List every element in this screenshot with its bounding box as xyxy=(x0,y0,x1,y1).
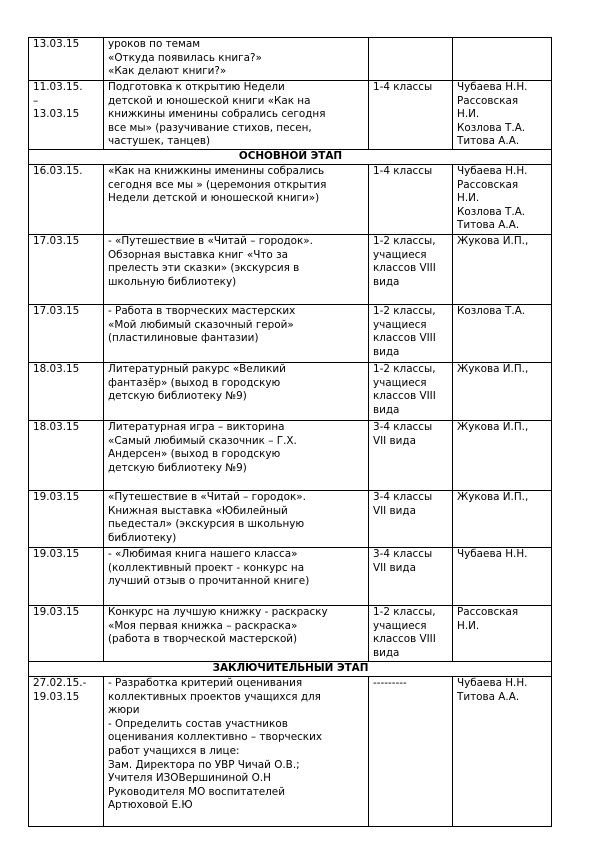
activity-cell-line: Конкурс на лучшую книжку - раскраску xyxy=(108,606,328,618)
participants-cell-line: вида xyxy=(373,275,400,288)
activity-cell xyxy=(104,421,369,491)
activity-cell xyxy=(104,363,369,421)
responsible-cell xyxy=(453,235,552,305)
participants-cell-line: 1-2 классы, xyxy=(373,363,436,375)
date-cell-line: – xyxy=(33,94,39,107)
date-cell xyxy=(29,235,104,305)
activity-cell-line: уроков по темам xyxy=(108,38,201,50)
responsible-cell-line: Жукова И.П., xyxy=(457,421,529,433)
participants-cell xyxy=(369,677,453,827)
date-cell-line: 13.03.15 xyxy=(33,108,80,121)
participants-cell-line: классов VIII xyxy=(373,390,436,403)
responsible-cell xyxy=(453,38,552,81)
stage-title: ОСНОВНОЙ ЭТАП xyxy=(29,150,552,165)
responsible-cell-line: Рассовская xyxy=(457,94,519,107)
responsible-cell-line: Чубаева Н.Н. xyxy=(457,81,528,93)
activity-cell-line: Книжная выставка «Юбилейный xyxy=(108,504,288,517)
table-row xyxy=(29,38,552,81)
responsible-cell-line: Жукова И.П., xyxy=(457,363,529,375)
activity-cell-line: пьедестал» (экскурсия в школьную xyxy=(108,518,305,531)
date-cell xyxy=(29,363,104,421)
activity-cell-line: «Откуда появилась книга?» xyxy=(108,51,262,64)
activity-cell xyxy=(104,38,369,81)
activity-cell-line: «Как делают книги?» xyxy=(108,65,227,78)
responsible-cell-line: Титова А.А. xyxy=(457,690,520,703)
date-cell-line: 16.03.15. xyxy=(33,165,83,177)
activity-cell-line: (коллективный проект - конкурс на xyxy=(108,561,305,574)
activity-cell-line: Подготовка к открытию Недели xyxy=(108,81,285,93)
activity-cell-line: школьную библиотеку) xyxy=(108,275,237,288)
activity-cell-line: детской и юношеской книги «Как на xyxy=(108,94,311,107)
table-row xyxy=(29,81,552,150)
participants-cell xyxy=(369,305,453,363)
stage-title: ЗАКЛЮЧИТЕЛЬНЫЙ ЭТАП xyxy=(29,662,552,677)
activity-cell-line: книжкины именины собрались сегодня xyxy=(108,108,326,121)
date-cell xyxy=(29,81,104,150)
activity-cell xyxy=(104,305,369,363)
participants-cell xyxy=(369,235,453,305)
responsible-cell xyxy=(453,491,552,548)
participants-cell-line: 3-4 классы xyxy=(373,421,433,433)
activity-cell-line: Учителя ИЗОВершининой О.Н xyxy=(108,772,271,785)
activity-cell-line: - Определить состав участников xyxy=(108,717,288,730)
responsible-cell-line: Н.И. xyxy=(457,192,480,205)
date-cell xyxy=(29,421,104,491)
activity-cell-line: частушек, танцев) xyxy=(108,135,211,148)
table-row xyxy=(29,548,552,606)
responsible-cell xyxy=(453,606,552,662)
activity-cell-line: - Работа в творческих мастерских xyxy=(108,305,296,317)
activity-cell-line: - Разработка критерий оценивания xyxy=(108,677,303,689)
activity-cell-line: прелесть эти сказки» (экскурсия в xyxy=(108,262,300,275)
date-cell-line: 19.03.15 xyxy=(33,548,80,560)
responsible-cell xyxy=(453,677,552,827)
responsible-cell-line: Чубаева Н.Н. xyxy=(457,548,528,560)
date-cell-line: 18.03.15 xyxy=(33,363,80,375)
participants-cell-line: VII вида xyxy=(373,434,416,447)
responsible-cell-line: Н.И. xyxy=(457,108,480,121)
participants-cell-line: VII вида xyxy=(373,504,416,517)
participants-cell xyxy=(369,491,453,548)
responsible-cell xyxy=(453,165,552,235)
responsible-cell-line: Жукова И.П., xyxy=(457,491,529,503)
participants-cell-line: 3-4 классы xyxy=(373,548,433,560)
activity-cell-line: (пластилиновые фантазии) xyxy=(108,332,259,345)
stage-header-row xyxy=(29,662,552,677)
activity-cell-line: библиотеку) xyxy=(108,531,177,544)
date-cell-line: 19.03.15 xyxy=(33,491,80,503)
participants-cell-line: вида xyxy=(373,403,400,416)
responsible-cell-line: Жукова И.П., xyxy=(457,235,529,247)
date-cell xyxy=(29,548,104,606)
participants-cell-line: VII вида xyxy=(373,561,416,574)
table-row xyxy=(29,421,552,491)
activity-cell-line: фантазёр» (выход в городскую xyxy=(108,376,281,389)
participants-cell-line: классов VIII xyxy=(373,633,436,646)
participants-cell-line: учащиеся xyxy=(373,318,427,331)
participants-cell xyxy=(369,165,453,235)
date-cell xyxy=(29,677,104,827)
responsible-cell-line: Чубаева Н.Н. xyxy=(457,165,528,177)
participants-cell-line: вида xyxy=(373,646,400,659)
table-row xyxy=(29,677,552,827)
events-plan-table xyxy=(28,37,552,827)
activity-cell-line: - «Путешествие в «Читай – городок». xyxy=(108,235,313,247)
activity-cell-line: - «Любимая книга нашего класса» xyxy=(108,548,298,560)
activity-cell-line: «Путешествие в «Читай – городок». xyxy=(108,491,306,503)
activity-cell-line: все мы» (разучивание стихов, песен, xyxy=(108,121,312,134)
activity-cell-line: «Мой любимый сказочный герой» xyxy=(108,318,294,331)
table-row xyxy=(29,606,552,662)
participants-cell-line: классов VIII xyxy=(373,262,436,275)
date-cell xyxy=(29,606,104,662)
date-cell xyxy=(29,491,104,548)
date-cell xyxy=(29,38,104,81)
responsible-cell-line: Чубаева Н.Н. xyxy=(457,677,528,689)
participants-cell xyxy=(369,363,453,421)
activity-cell-line: Андерсен» (выход в городскую xyxy=(108,448,281,461)
activity-cell-line: лучший отзыв о прочитанной книге) xyxy=(108,575,310,588)
responsible-cell xyxy=(453,548,552,606)
date-cell-line: 19.03.15 xyxy=(33,606,80,618)
participants-cell-line: 1-2 классы, xyxy=(373,235,436,247)
activity-cell xyxy=(104,235,369,305)
participants-cell-line: 1-2 классы, xyxy=(373,606,436,618)
table-body xyxy=(29,38,552,827)
activity-cell-line: «Самый любимый сказочник – Г.Х. xyxy=(108,434,297,447)
participants-cell-line: учащиеся xyxy=(373,376,427,389)
activity-cell-line: коллективных проектов учащихся для xyxy=(108,690,321,703)
date-cell-line: 11.03.15. xyxy=(33,81,83,93)
responsible-cell xyxy=(453,421,552,491)
responsible-cell xyxy=(453,81,552,150)
date-cell xyxy=(29,165,104,235)
stage-header-row xyxy=(29,150,552,165)
responsible-cell-line: Рассовская xyxy=(457,178,519,191)
activity-cell-line: Обзорная выставка книг «Что за xyxy=(108,248,288,261)
activity-cell-line: Руководителя МО воспитателей xyxy=(108,785,285,798)
participants-cell-line: 1-4 классы xyxy=(373,81,433,93)
date-cell-line: 17.03.15 xyxy=(33,305,80,317)
participants-cell-line: учащиеся xyxy=(373,619,427,632)
responsible-cell xyxy=(453,363,552,421)
activity-cell-line: Литературный ракурс «Великий xyxy=(108,363,286,375)
participants-cell-line: 1-4 классы xyxy=(373,165,433,177)
activity-cell-line: Недели детской и юношеской книги») xyxy=(108,192,320,205)
activity-cell-line: Зам. Директора по УВР Чичай О.В.; xyxy=(108,758,300,771)
date-cell xyxy=(29,305,104,363)
participants-cell xyxy=(369,548,453,606)
activity-cell-line: (работа в творческой мастерской) xyxy=(108,633,298,646)
participants-cell xyxy=(369,81,453,150)
date-cell-line: 18.03.15 xyxy=(33,421,80,433)
activity-cell-line: работ учащихся в лице: xyxy=(108,744,240,757)
activity-cell-line: Литературная игра – викторина xyxy=(108,421,285,433)
date-cell-line: 17.03.15 xyxy=(33,235,80,247)
table-row xyxy=(29,165,552,235)
participants-cell-line: классов VIII xyxy=(373,332,436,345)
participants-cell xyxy=(369,421,453,491)
activity-cell-line: сегодня все мы » (церемония открытия xyxy=(108,178,327,191)
responsible-cell-line: Козлова Т.А. xyxy=(457,121,526,134)
participants-cell xyxy=(369,38,453,81)
participants-cell-line: вида xyxy=(373,345,400,358)
activity-cell xyxy=(104,165,369,235)
date-cell-line: 19.03.15 xyxy=(33,690,80,703)
participants-cell-line: учащиеся xyxy=(373,248,427,261)
date-cell-line: 13.03.15 xyxy=(33,38,80,50)
responsible-cell-line: Н.И. xyxy=(457,619,480,632)
activity-cell-line: Артюховой Е.Ю xyxy=(108,799,193,812)
table-row xyxy=(29,305,552,363)
responsible-cell-line: Козлова Т.А. xyxy=(457,305,526,317)
activity-cell-line: детскую библиотеку №9) xyxy=(108,390,247,403)
table-row xyxy=(29,363,552,421)
responsible-cell-line: Рассовская xyxy=(457,606,519,618)
responsible-cell-line: Козлова Т.А. xyxy=(457,205,526,218)
activity-cell-line: «Моя первая книжка – раскраска» xyxy=(108,619,298,632)
activity-cell-line: жюри xyxy=(108,704,140,717)
activity-cell xyxy=(104,677,369,827)
activity-cell xyxy=(104,606,369,662)
activity-cell xyxy=(104,491,369,548)
responsible-cell-line: Титова А.А. xyxy=(457,219,520,232)
participants-cell-line: 1-2 классы, xyxy=(373,305,436,317)
activity-cell-line: оценивания коллективно – творческих xyxy=(108,731,322,744)
table-row xyxy=(29,491,552,548)
date-cell-line: 27.02.15.- xyxy=(33,677,87,689)
activity-cell-line: «Как на книжкины именины собрались xyxy=(108,165,325,177)
activity-cell-line: детскую библиотеку №9) xyxy=(108,461,247,474)
table-row xyxy=(29,235,552,305)
responsible-cell-line: Титова А.А. xyxy=(457,135,520,148)
activity-cell xyxy=(104,81,369,150)
responsible-cell xyxy=(453,305,552,363)
activity-cell xyxy=(104,548,369,606)
participants-cell-line: 3-4 классы xyxy=(373,491,433,503)
participants-cell xyxy=(369,606,453,662)
participants-cell-line: --------- xyxy=(373,677,407,689)
